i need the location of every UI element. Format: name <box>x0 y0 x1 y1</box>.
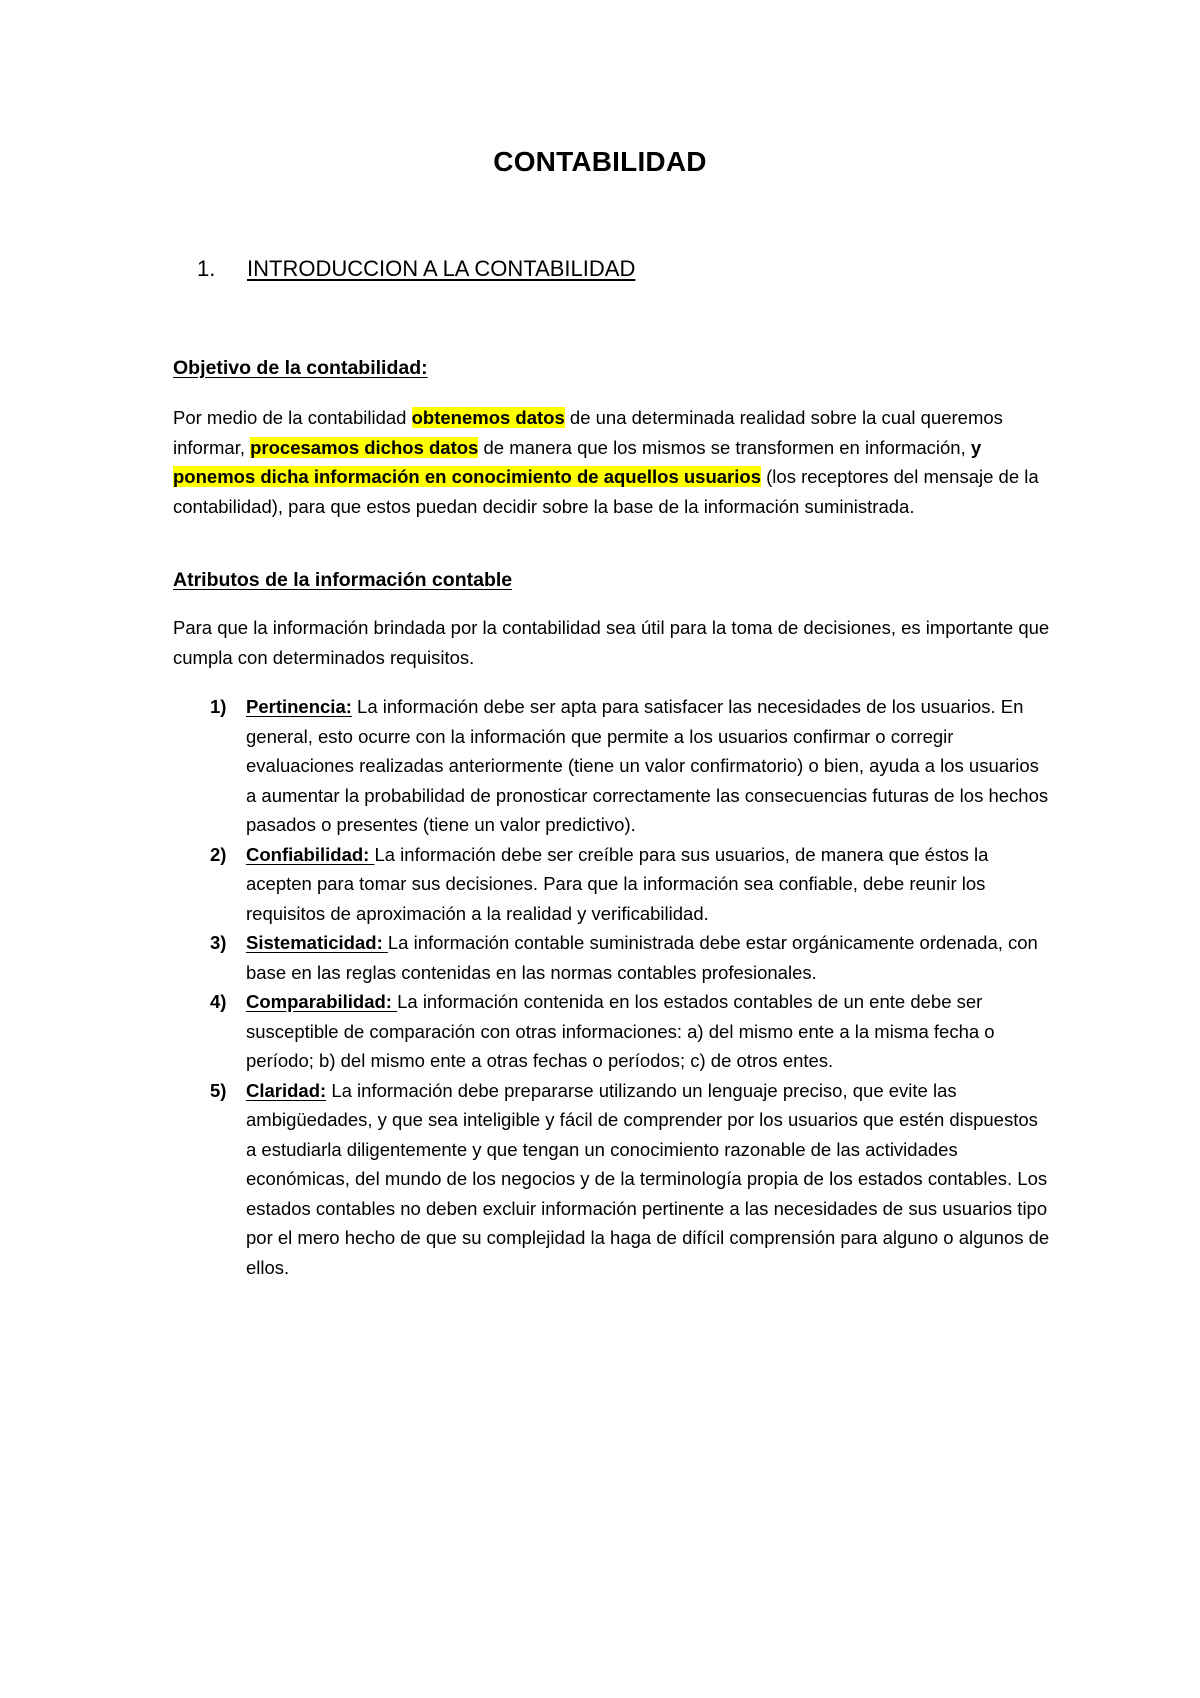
attribute-description: La información contable suministrada debe estar orgánicamente ordenada, con base en las reglas contenidas en las normas contables profesionales. <box>246 932 1038 983</box>
objetivo-text-3: de manera que los mismos se transformen en información, <box>478 436 971 458</box>
list-item <box>210 840 1053 929</box>
document-title: CONTABILIDAD <box>493 146 707 177</box>
list-marker: 3) <box>210 932 227 953</box>
objetivo-heading: Objetivo de la contabilidad: <box>173 357 428 379</box>
list-marker: 2) <box>210 843 227 865</box>
objetivo-highlight-2: procesamos dichos datos <box>250 436 479 458</box>
section-number: 1. <box>197 256 216 281</box>
objetivo-text-2: de una determinada realidad sobre la cual queremos informar, <box>173 407 1003 458</box>
list-item <box>210 692 1053 840</box>
list-marker: 4) <box>210 991 227 1012</box>
objetivo-highlight-3: ponemos dicha información en conocimiento de aquellos usuarios <box>173 466 761 487</box>
atributos-list <box>210 692 1053 1282</box>
attribute-term: Confiabilidad: <box>246 843 375 865</box>
attribute-description: La información contenida en los estados contables de un ente debe ser susceptible de comparación con otras informaciones: a) del mismo ente a la misma fecha o período; b) del mismo ente a otras fechas o períodos; c) de otros entes. <box>246 991 995 1071</box>
attribute-term: Sistematicidad: <box>246 932 388 953</box>
objetivo-text-4: (los receptores del mensaje de la contabilidad), para que estos puedan decidir sobre la base de la información suministrada. <box>173 466 1039 517</box>
objetivo-bold-y: y <box>970 436 982 458</box>
list-marker: 1) <box>210 696 227 717</box>
attribute-term: Pertinencia: <box>246 696 352 717</box>
list-item <box>210 1076 1053 1283</box>
attribute-description: La información debe prepararse utilizando un lenguaje preciso, que evite las ambigüedades, y que sea inteligible y fácil de comprender por los usuarios que estén dispuestos a estudiarla diligentemente y que tengan un conocimiento razonable de las actividades económicas, del mundo de los negocios y de la terminología propia de los estados contables. Los estados contables no deben excluir información pertinente a las necesidades de sus usuarios tipo por el mero hecho de que su complejidad la haga de difícil comprensión para alguno o algunos de ellos. <box>246 1079 1050 1278</box>
list-marker: 5) <box>210 1079 227 1101</box>
list-item <box>210 987 1053 1076</box>
attribute-term: Comparabilidad: <box>246 991 398 1012</box>
attribute-term: Claridad: <box>246 1079 327 1101</box>
attribute-description: La información debe ser creíble para sus usuarios, de manera que éstos la acepten para tomar sus decisiones. Para que la información sea confiable, debe reunir los requisitos de aproximación a la realidad y verificabilidad. <box>246 843 989 924</box>
atributos-heading: Atributos de la información contable <box>173 569 513 591</box>
objetivo-text-1: Por medio de la contabilidad <box>173 407 412 428</box>
atributos-intro: Para que la información brindada por la contabilidad sea útil para la toma de decisiones, es importante que cumpla con determinados requisitos. <box>173 617 1050 668</box>
objetivo-highlight-1: obtenemos datos <box>411 407 565 428</box>
section-label: INTRODUCCION A LA CONTABILIDAD <box>247 256 636 281</box>
attribute-description: La información debe ser apta para satisfacer las necesidades de los usuarios. En general, esto ocurre con la información que permite a los usuarios confirmar o corregir evaluaciones realizadas anteriormente (tiene un valor confirmatorio) o bien, ayuda a los usuarios a aumentar la probabilidad de pronosticar correctamente las consecuencias futuras de los hechos pasados o presentes (tiene un valor predictivo). <box>246 696 1049 835</box>
list-item <box>210 928 1053 987</box>
objetivo-paragraph <box>173 403 1053 521</box>
